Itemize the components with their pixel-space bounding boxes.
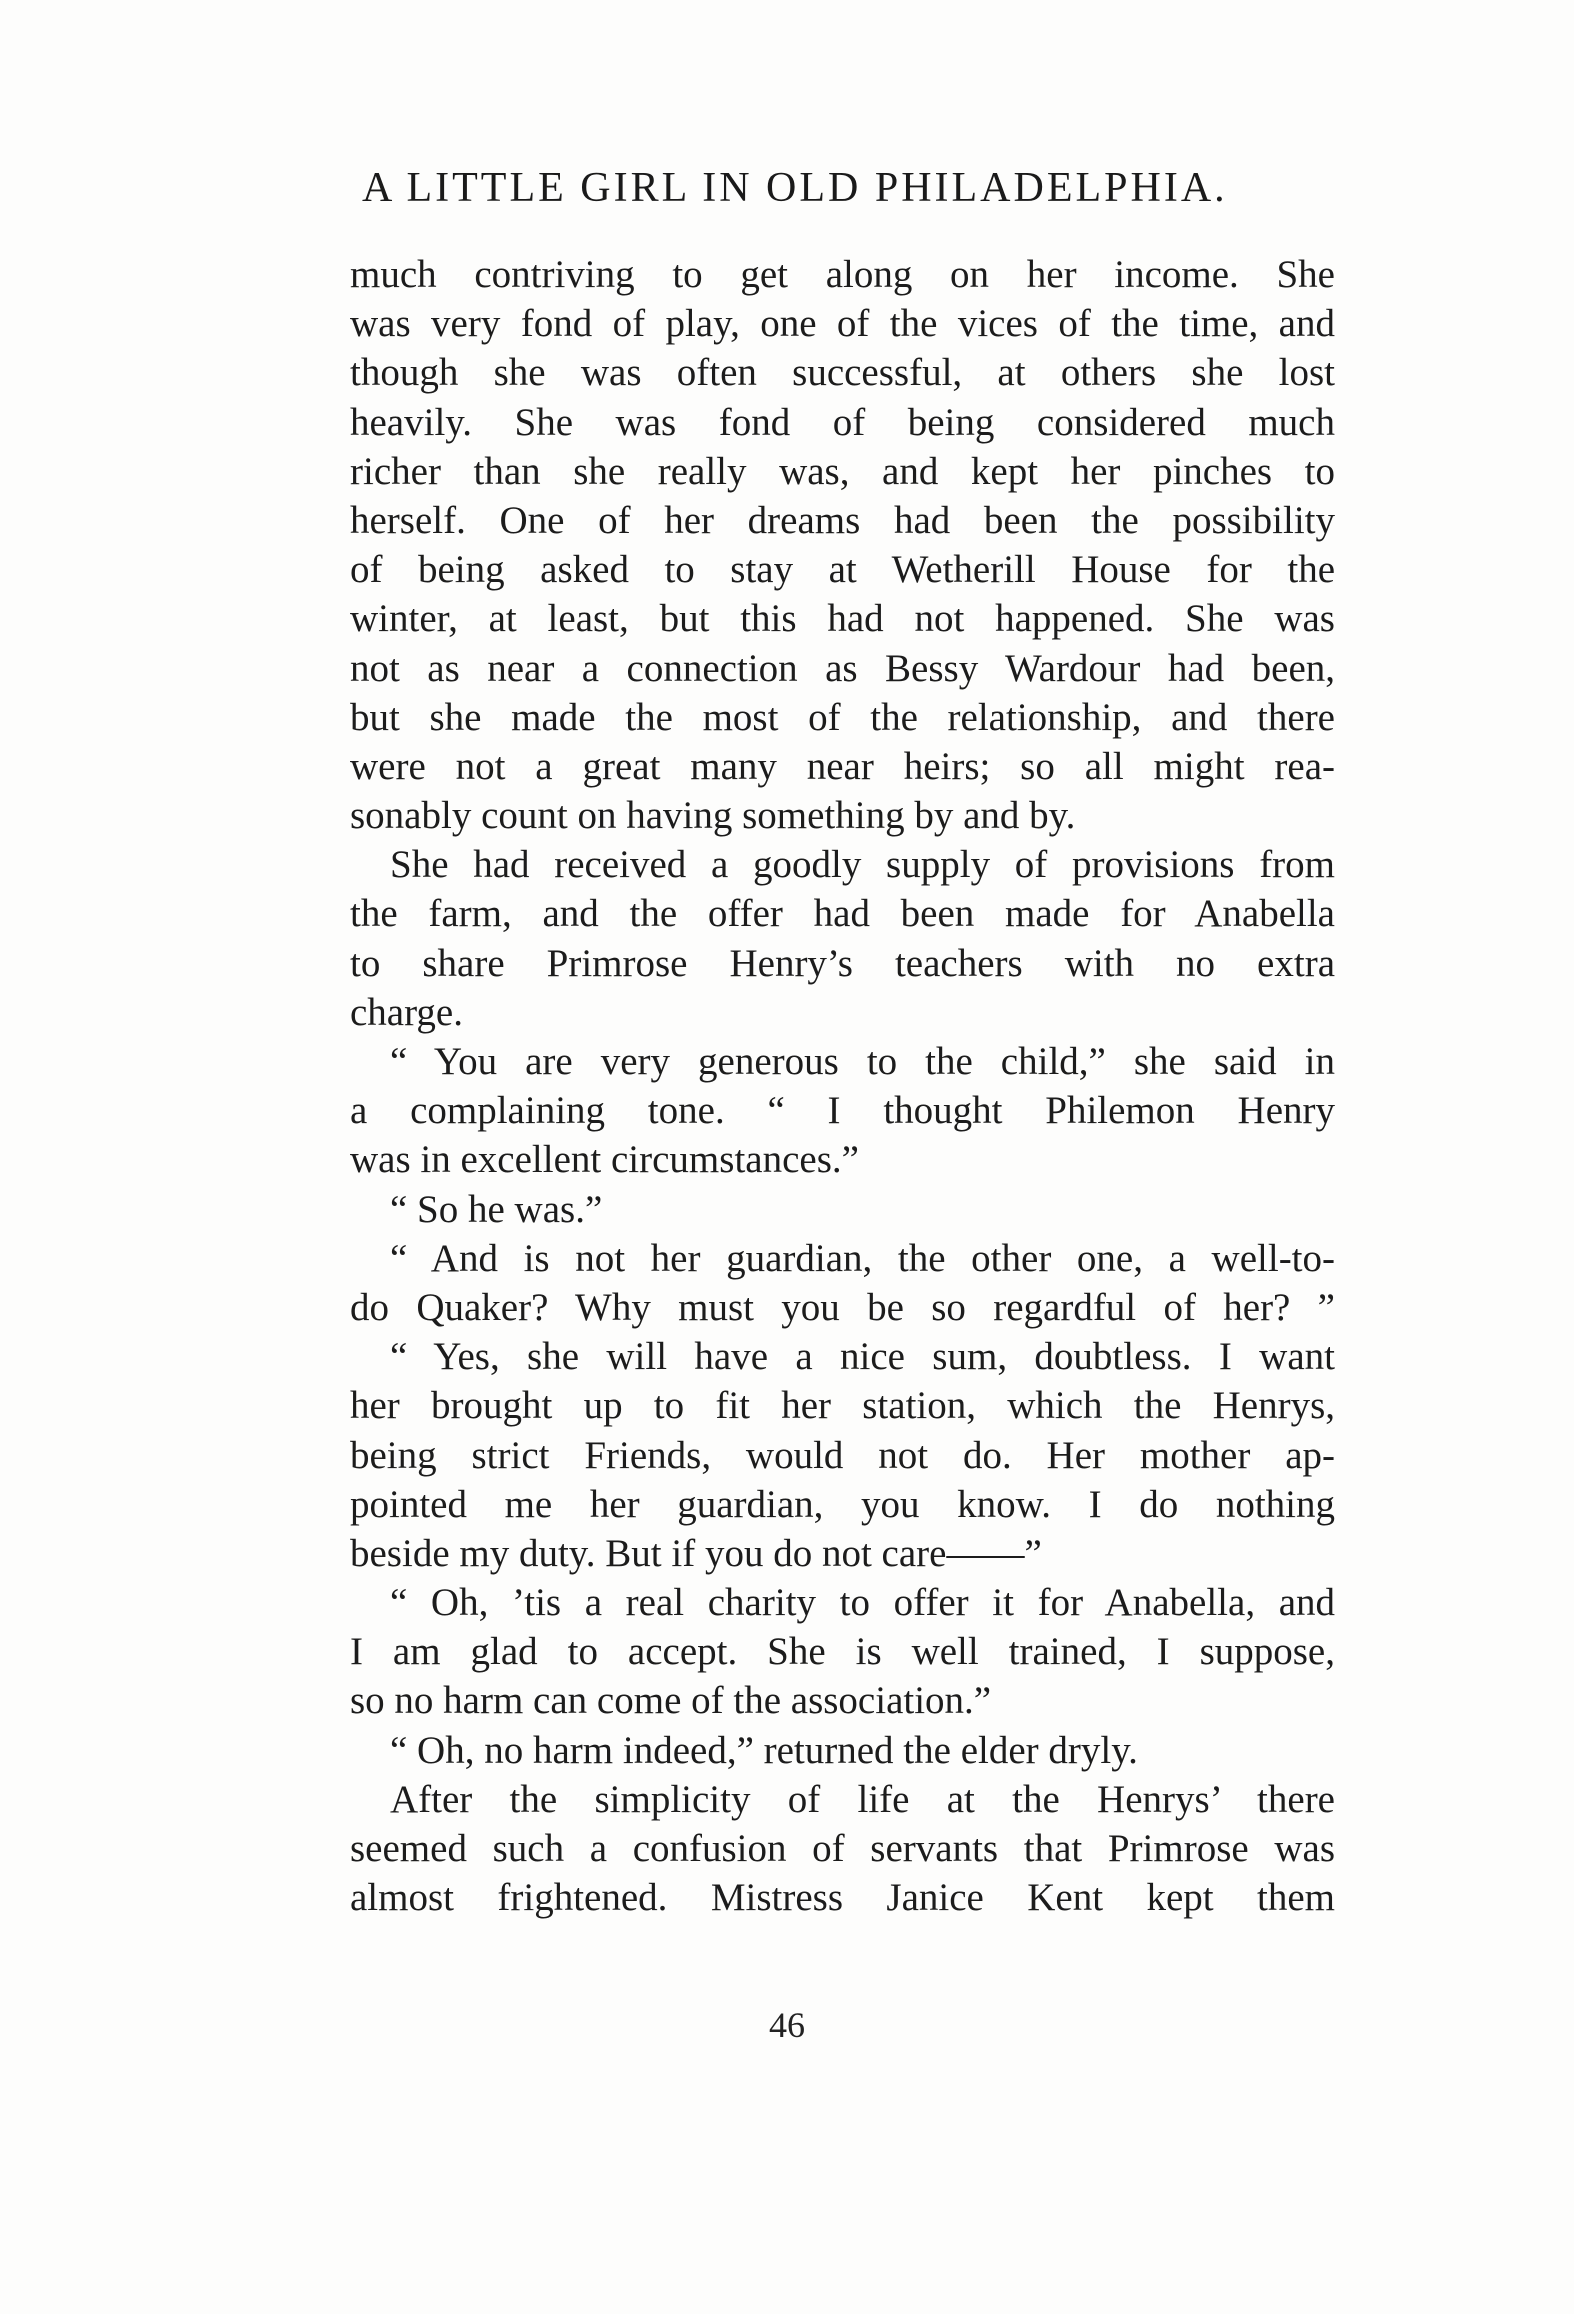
text-line: After the simplicity of life at the Henrys’ there: [390, 1777, 1335, 1821]
text-line: were not a great many near heirs; so all might rea-: [350, 744, 1335, 788]
body-text: [350, 250, 1335, 1922]
text-line: “ Yes, she will have a nice sum, doubtless. I want: [390, 1335, 1335, 1379]
text-line: charge.: [350, 990, 463, 1034]
text-line: “ And is not her guardian, the other one, a well-to-: [390, 1236, 1335, 1280]
text-line: sonably count on having something by and by.: [350, 794, 1076, 838]
text-line: was very fond of play, one of the vices of the time, and: [350, 302, 1335, 346]
text-line: I am glad to accept. She is well trained, I suppose,: [350, 1630, 1335, 1674]
text-line: was in excellent circumstances.”: [350, 1138, 859, 1182]
text-line: herself. One of her dreams had been the possibility: [350, 498, 1335, 542]
text-line: not as near a connection as Bessy Wardour had been,: [350, 646, 1335, 690]
text-line: her brought up to fit her station, which the Henrys,: [350, 1384, 1335, 1428]
text-line: She had received a goodly supply of provisions from: [390, 843, 1335, 887]
text-line: richer than she really was, and kept her pinches to: [350, 449, 1335, 493]
text-line: so no harm can come of the association.”: [350, 1679, 992, 1723]
text-line: to share Primrose Henry’s teachers with no extra: [350, 941, 1335, 985]
running-head: A LITTLE GIRL IN OLD PHILADELPHIA.: [362, 165, 1228, 211]
page-number: 46: [769, 2005, 805, 2045]
text-line: much contriving to get along on her income. She: [350, 253, 1335, 296]
text-line: winter, at least, but this had not happened. She was: [350, 597, 1335, 641]
text-line: a complaining tone. “ I thought Philemon Henry: [350, 1089, 1335, 1133]
text-line: pointed me her guardian, you know. I do nothing: [350, 1482, 1335, 1526]
text-line: heavily. She was fond of being considered much: [350, 400, 1335, 444]
text-line: though she was often successful, at others she lost: [350, 351, 1335, 395]
text-line: do Quaker? Why must you be so regardful of her? ”: [350, 1285, 1335, 1329]
text-line: being strict Friends, would not do. Her mother ap-: [350, 1433, 1335, 1477]
text-line: almost frightened. Mistress Janice Kent kept them: [350, 1876, 1335, 1920]
text-line: “ Oh, no harm indeed,” returned the elder dryly.: [390, 1728, 1138, 1772]
text-line: seemed such a confusion of servants that Primrose was: [350, 1827, 1335, 1870]
text-line: “ Oh, ’tis a real charity to offer it for Anabella, and: [390, 1581, 1335, 1625]
text-line: of being asked to stay at Wetherill House for the: [350, 548, 1335, 592]
text-line: the farm, and the offer had been made for Anabella: [350, 892, 1335, 936]
text-line: “ So he was.”: [390, 1187, 603, 1231]
text-line: beside my duty. But if you do not care——”: [350, 1531, 1042, 1575]
text-line: but she made the most of the relationship, and there: [350, 695, 1335, 739]
text-line: “ You are very generous to the child,” she said in: [390, 1040, 1335, 1083]
